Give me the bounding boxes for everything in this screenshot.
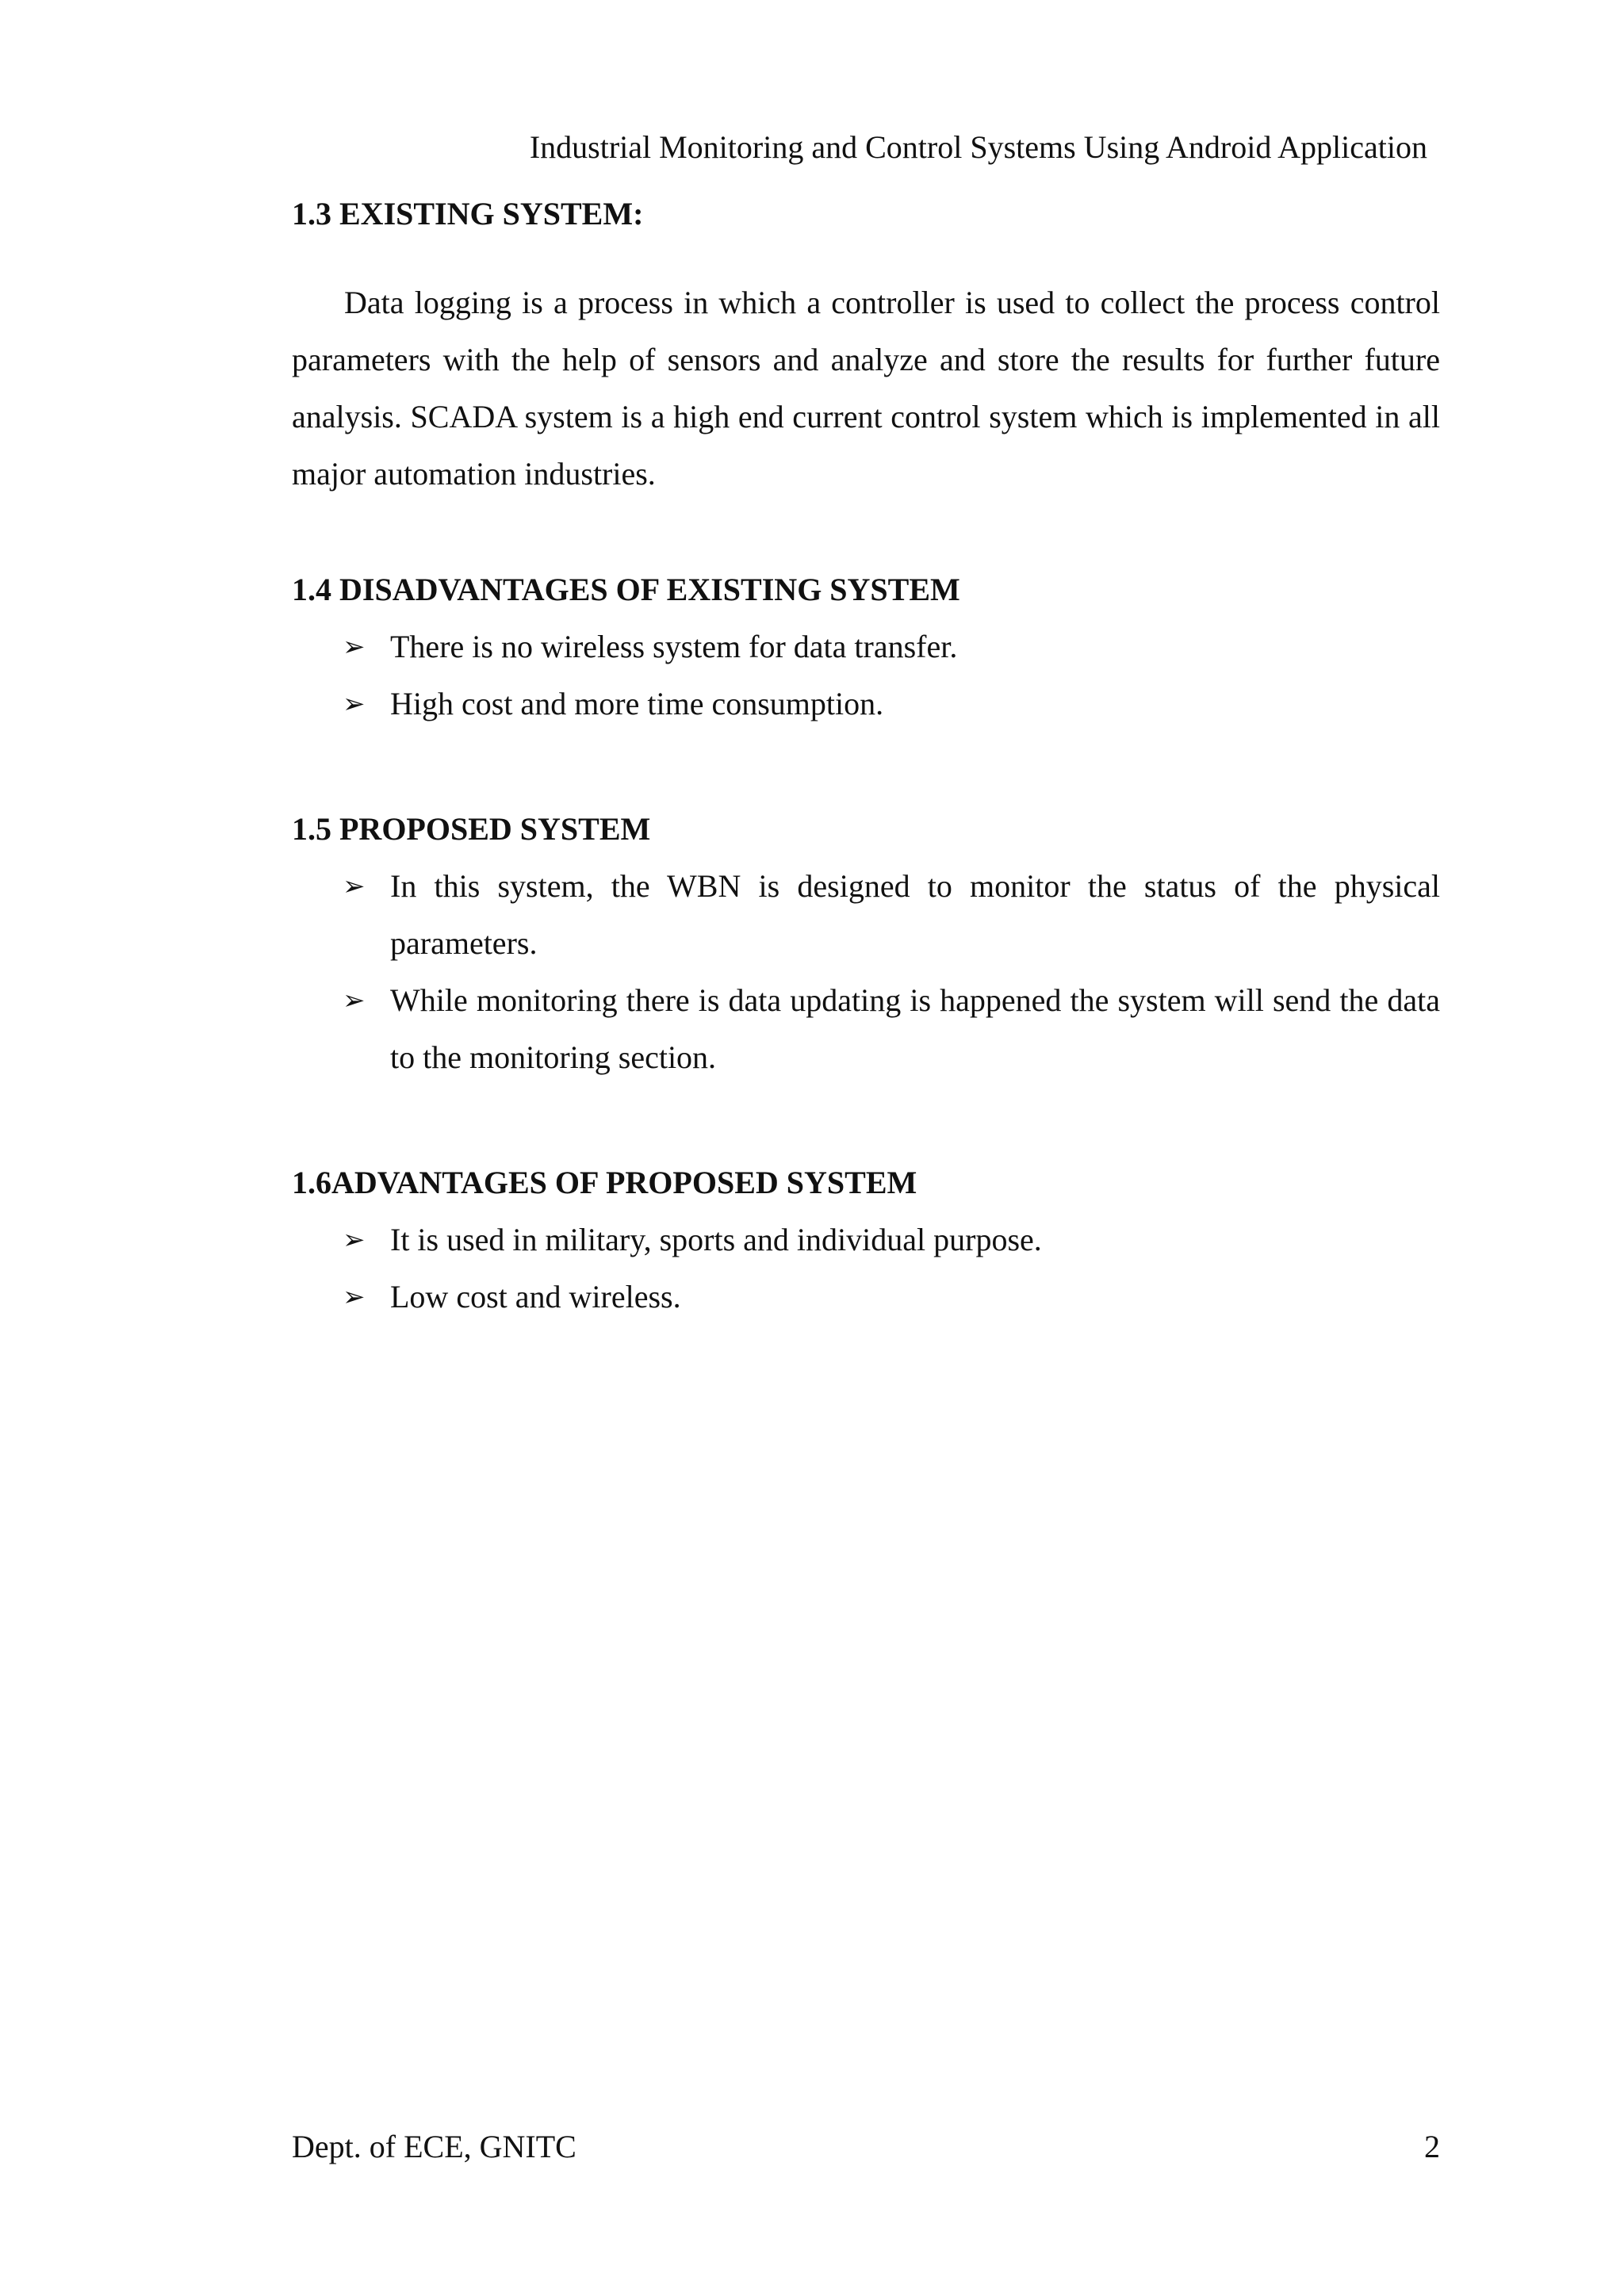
section-disadvantages (292, 569, 1440, 733)
list-item (292, 675, 1440, 733)
list-item-text: While monitoring there is data updating is happened the system will send the data to the monitoring section. (390, 982, 1440, 1075)
section-heading: 1.5 PROPOSED SYSTEM (292, 811, 651, 847)
arrow-bullet-icon: ➢ (343, 1224, 366, 1256)
list-item (292, 618, 1440, 675)
list-item (292, 858, 1440, 972)
list-item-text: High cost and more time consumption. (390, 686, 884, 721)
list-item (292, 972, 1440, 1086)
list-item-text: Low cost and wireless. (390, 1279, 681, 1314)
arrow-bullet-icon: ➢ (343, 985, 366, 1016)
arrow-bullet-icon: ➢ (343, 871, 366, 902)
section-existing-system (292, 193, 1440, 503)
bullet-list (292, 858, 1440, 1086)
section-heading: 1.6ADVANTAGES OF PROPOSED SYSTEM (292, 1165, 917, 1200)
running-header: Industrial Monitoring and Control Systems Using Android Application (529, 129, 1427, 165)
bullet-list (292, 618, 1440, 733)
list-item (292, 1269, 1440, 1326)
section-heading: 1.4 DISADVANTAGES OF EXISTING SYSTEM (292, 572, 960, 607)
section-heading: 1.3 EXISTING SYSTEM: (292, 196, 644, 232)
list-item-text: In this system, the WBN is designed to monitor the status of the physical parameters. (390, 868, 1440, 961)
page-content (292, 193, 1440, 1326)
section-paragraph: Data logging is a process in which a controller is used to collect the process control parameters with the help of sensors and analyze and store the results for further future analysis. SCADA system is a high end current control system which is implemented in all major automation industries. (292, 285, 1440, 492)
section-advantages (292, 1162, 1440, 1326)
list-item (292, 1211, 1440, 1269)
arrow-bullet-icon: ➢ (343, 688, 366, 720)
list-item-text: There is no wireless system for data transfer. (390, 629, 958, 664)
arrow-bullet-icon: ➢ (343, 631, 366, 663)
page-number: 2 (1424, 2129, 1440, 2164)
list-item-text: It is used in military, sports and individual purpose. (390, 1222, 1042, 1257)
bullet-list (292, 1211, 1440, 1326)
arrow-bullet-icon: ➢ (343, 1281, 366, 1313)
section-proposed-system (292, 809, 1440, 1086)
footer-department: Dept. of ECE, GNITC (292, 2129, 576, 2164)
